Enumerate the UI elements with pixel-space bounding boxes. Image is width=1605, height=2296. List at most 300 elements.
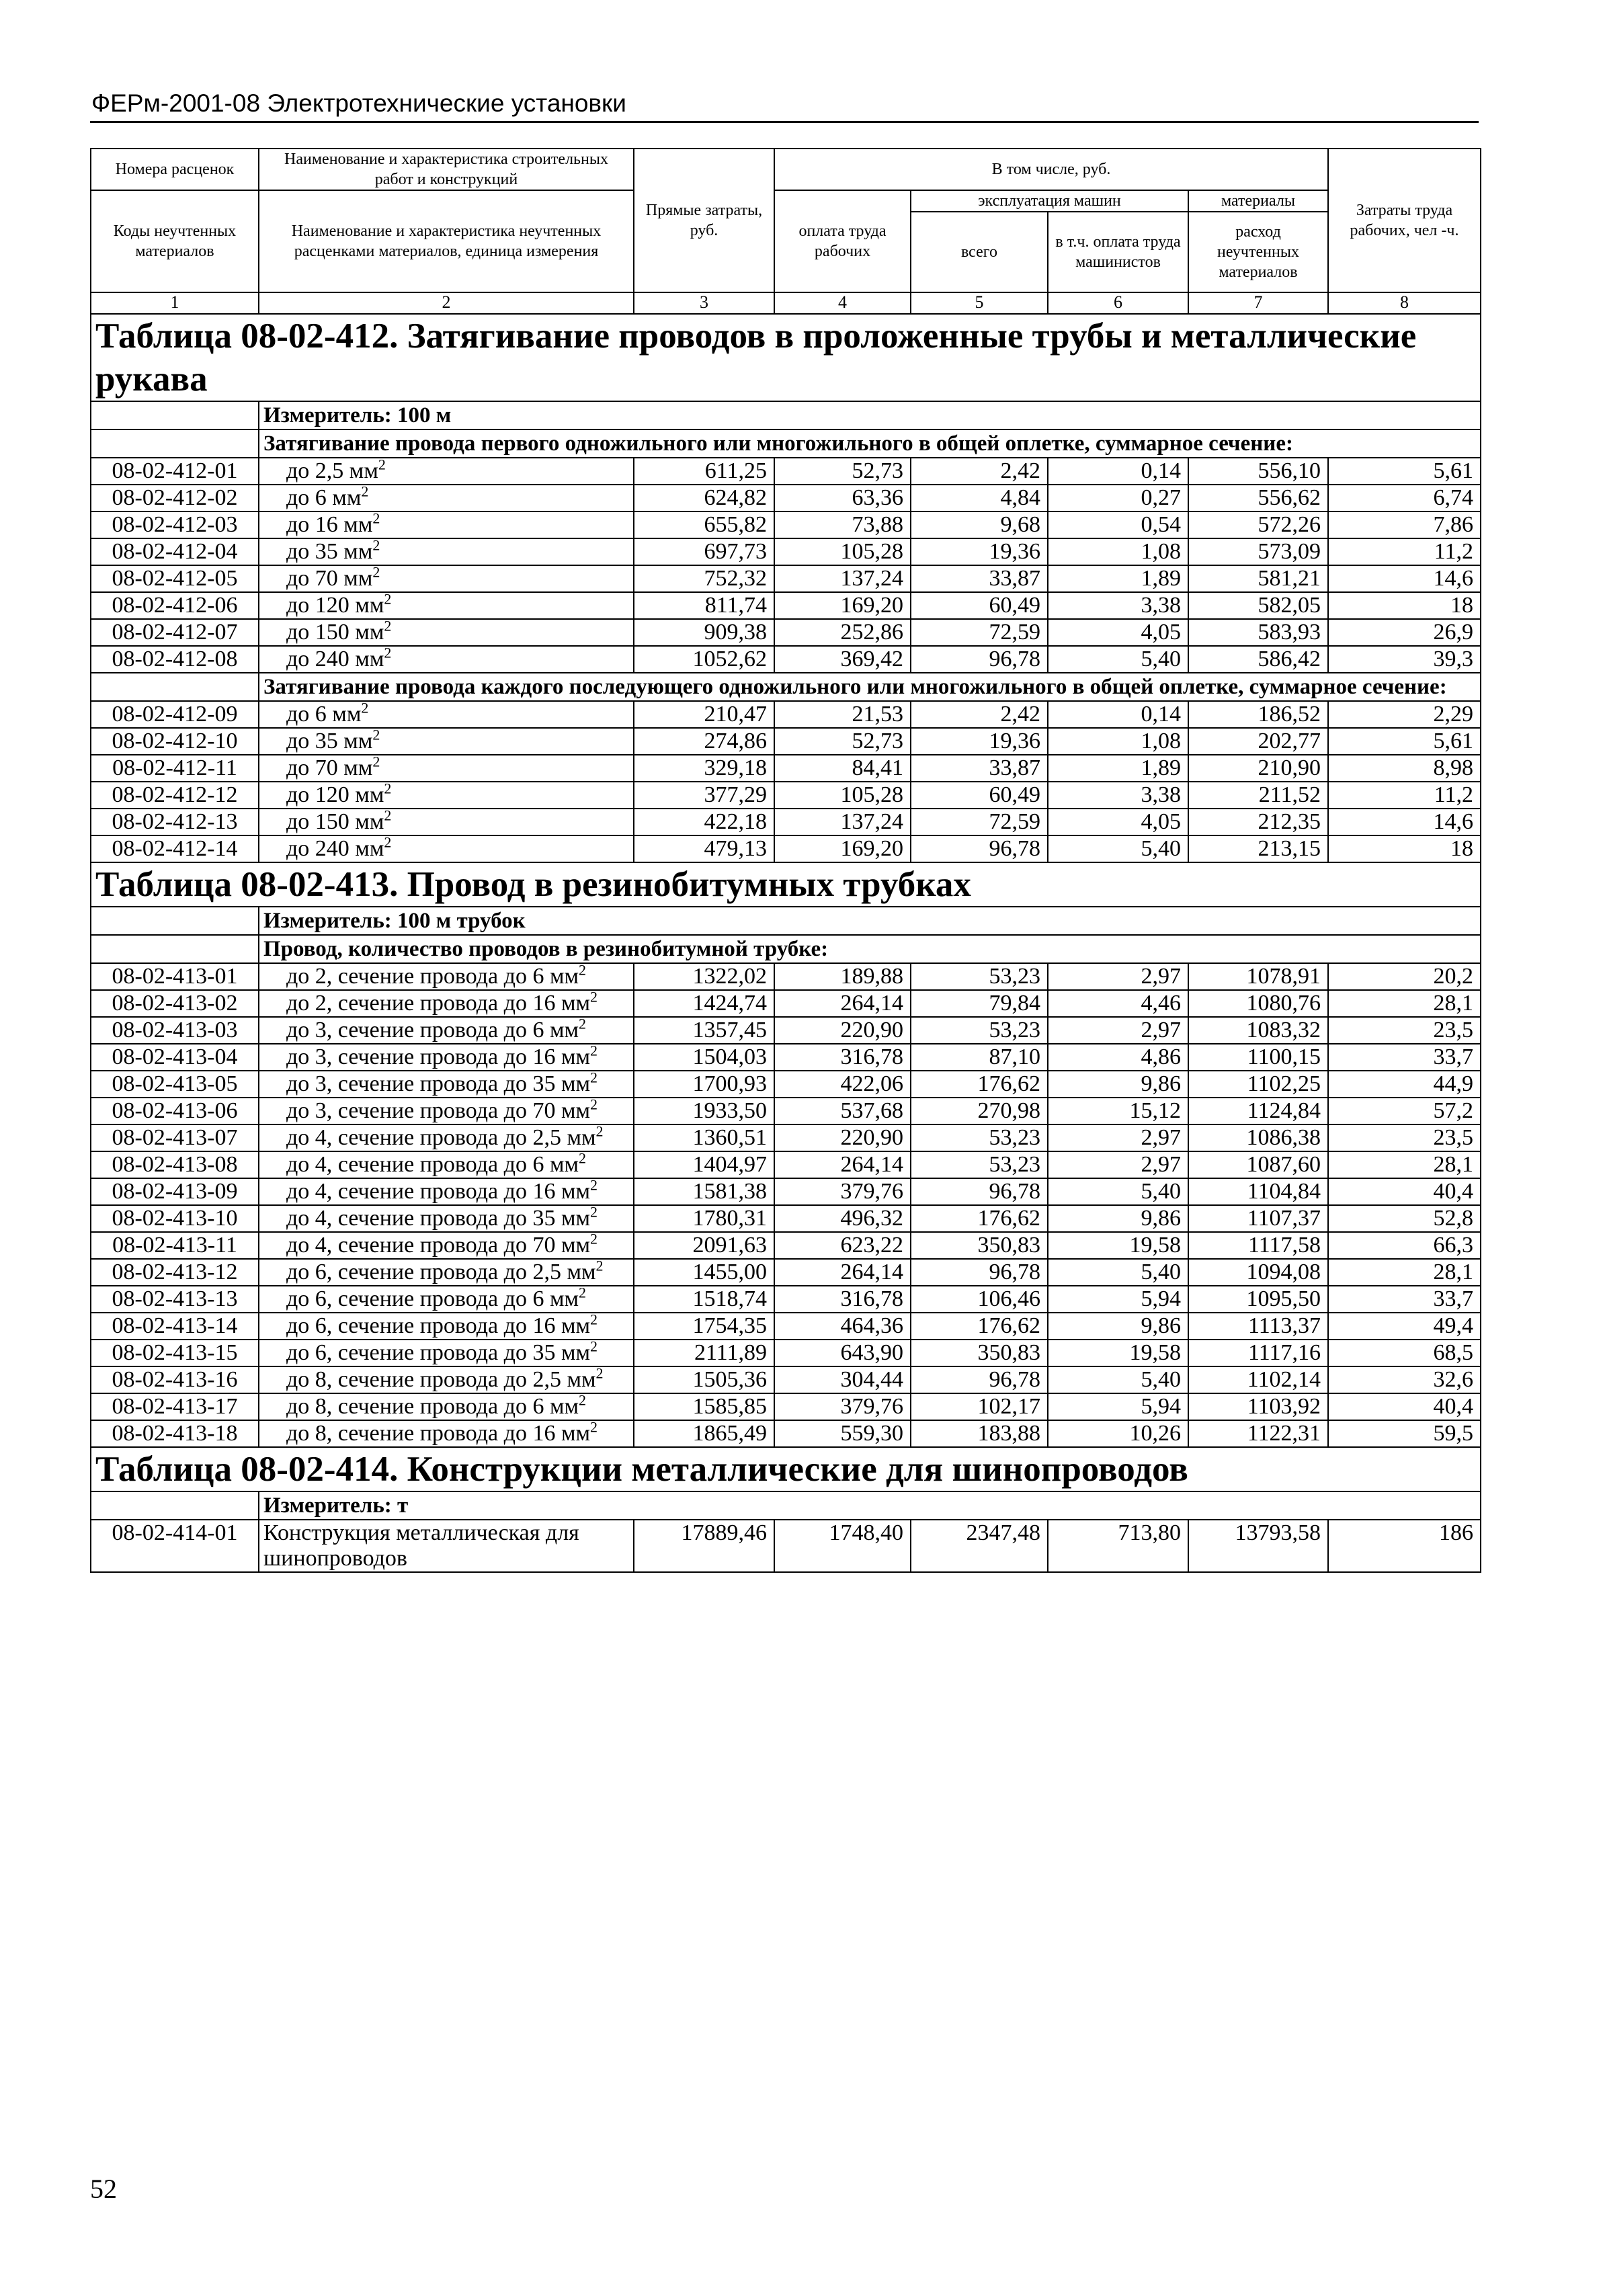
labor-hours [1328,1340,1481,1366]
table-row [91,701,1481,728]
cell-text: 1113,37 [1248,1313,1321,1338]
labor-hours [1328,1044,1481,1071]
cell-text: 08-02-413-04 [112,1044,238,1069]
cell-text: 1360,51 [692,1125,767,1150]
cell-text: 752,32 [704,566,767,591]
cell-text: 08-02-413-10 [112,1206,238,1231]
description [259,1232,634,1259]
cell-text: до 70 мм [286,755,373,780]
cell-text: до 6, сечение провода до 6 мм [286,1286,579,1311]
cell-text: 14,6 [1433,566,1473,591]
labor-pay [774,1205,911,1232]
labor-pay [774,511,911,538]
operator-pay [1048,1205,1188,1232]
cell-text: 304,44 [840,1367,903,1392]
cell-text: 08-02-412-01 [112,458,238,483]
direct-cost [634,1205,774,1232]
operator-pay [1048,1393,1188,1420]
cell-text: 44,9 [1433,1071,1473,1096]
rate-code [91,485,259,511]
labor-hours [1328,646,1481,673]
materials [1188,1178,1328,1205]
cell-text: 186 [1439,1520,1473,1545]
direct-cost [634,565,774,592]
cell-text: 33,87 [989,755,1040,780]
cell-text: 2347,48 [966,1520,1040,1545]
cell-text: 26,9 [1433,620,1473,645]
direct-cost [634,592,774,619]
materials [1188,1259,1328,1286]
cell-text: 106,46 [977,1286,1040,1311]
cell-text: 1780,31 [692,1206,767,1231]
direct-cost [634,1232,774,1259]
labor-pay [774,782,911,809]
labor-hours [1328,835,1481,862]
cell-text: до 8, сечение провода до 2,5 мм [286,1367,596,1392]
cell-text: 1700,93 [692,1071,767,1096]
direct-cost [634,619,774,646]
cell-text: до 3, сечение провода до 35 мм [286,1071,590,1096]
direct-cost [634,782,774,809]
materials [1188,809,1328,835]
cell-text: 5,40 [1141,836,1181,861]
cell-text: 202,77 [1258,729,1321,753]
cell-text: 2111,89 [694,1340,767,1365]
cell-text: 21,53 [852,702,903,727]
cell-text: 11,2 [1434,539,1473,564]
cell-text: 19,36 [989,539,1040,564]
description [259,1151,634,1178]
direct-cost [634,963,774,990]
materials [1188,1044,1328,1071]
direct-cost [634,728,774,755]
labor-pay [774,1017,911,1044]
superscript-2: 2 [384,807,392,824]
materials [1188,565,1328,592]
table-row [91,1286,1481,1313]
direct-cost [634,1259,774,1286]
superscript-2: 2 [361,699,369,716]
cell-text: 4,84 [1000,485,1040,510]
description [259,538,634,565]
cell-text: 08-02-412-13 [112,809,238,834]
cell-text: 479,13 [704,836,767,861]
cell-text: 586,42 [1258,647,1321,671]
group-label: Затягивание провода каждого последующего одножильного или многожильного в общей оплетке, суммарное сечение: [259,673,1481,701]
cell-text: 5,40 [1141,1179,1181,1204]
cell-text: до 6 мм [286,702,362,727]
machine-total [911,835,1048,862]
cell-text: 08-02-413-02 [112,991,238,1016]
machine-total [911,1340,1048,1366]
cell-text: 33,7 [1433,1286,1473,1311]
cell-text: 169,20 [840,836,903,861]
direct-cost [634,1017,774,1044]
cell-text: 2,42 [1000,458,1040,483]
rate-code [91,963,259,990]
col-num-1: 1 [91,292,259,314]
rate-code [91,1393,259,1420]
materials [1188,782,1328,809]
cell-text: до 3, сечение провода до 70 мм [286,1098,590,1123]
table-row [91,485,1481,511]
col-num-2: 2 [259,292,634,314]
labor-pay [774,1366,911,1393]
rate-code [91,990,259,1017]
labor-pay [774,1420,911,1447]
cell-text: до 8, сечение провода до 6 мм [286,1394,579,1419]
table-row [91,1151,1481,1178]
materials [1188,538,1328,565]
labor-hours [1328,619,1481,646]
cell-text: 2,97 [1141,1018,1181,1042]
description [259,1393,634,1420]
superscript-2: 2 [578,1015,586,1032]
cell-text: 08-02-412-05 [112,566,238,591]
cell-text: 559,30 [840,1421,903,1446]
cell-text: 581,21 [1258,566,1321,591]
operator-pay [1048,782,1188,809]
labor-hours [1328,1286,1481,1313]
cell-text: 72,59 [989,620,1040,645]
cell-text: до 4, сечение провода до 35 мм [286,1206,590,1231]
group-label: Затягивание провода первого одножильного или многожильного в общей оплетке, суммарное сечение: [259,429,1481,458]
operator-pay [1048,646,1188,673]
col-labor-pay: оплата труда рабочих [774,190,911,292]
cell-text: 137,24 [840,566,903,591]
cell-text: до 2, сечение провода до 16 мм [286,991,590,1016]
cell-text: 08-02-413-06 [112,1098,238,1123]
description [259,1313,634,1340]
meter-label: Измеритель: 100 м трубок [259,907,1481,935]
col-direct-costs: Прямые затраты, руб. [634,149,774,292]
labor-hours [1328,1205,1481,1232]
group-row [91,429,1481,458]
cell-text: 32,6 [1433,1367,1473,1392]
labor-hours [1328,1232,1481,1259]
cell-text: до 3, сечение провода до 16 мм [286,1044,590,1069]
machine-total [911,755,1048,782]
cell-text: 176,62 [977,1071,1040,1096]
description [259,1366,634,1393]
cell-text: 623,22 [840,1233,903,1258]
rate-code [91,755,259,782]
superscript-2: 2 [595,1257,604,1274]
direct-cost [634,835,774,862]
cell-text: 537,68 [840,1098,903,1123]
cell-text: 5,40 [1141,1260,1181,1284]
cell-text: 1103,92 [1247,1394,1321,1419]
cell-text: 1100,15 [1247,1044,1321,1069]
labor-hours [1328,1178,1481,1205]
cell-text: 49,4 [1433,1313,1473,1338]
table-row [91,1098,1481,1124]
cell-text: 1104,84 [1247,1179,1321,1204]
superscript-2: 2 [589,1042,598,1059]
labor-hours [1328,1366,1481,1393]
table-title: Таблица 08-02-412. Затягивание проводов в проложенные трубы и металлические рукава [91,314,1481,401]
cell-text: 18 [1450,593,1473,618]
labor-hours [1328,458,1481,485]
col-num-7: 7 [1188,292,1328,314]
cell-text: 1,89 [1141,566,1181,591]
labor-pay [774,701,911,728]
labor-hours [1328,963,1481,990]
cell-text: 1080,76 [1246,991,1321,1016]
machine-total [911,701,1048,728]
operator-pay [1048,728,1188,755]
superscript-2: 2 [372,726,380,743]
labor-pay [774,1044,911,1071]
direct-cost [634,1420,774,1447]
cell-text: 2091,63 [692,1233,767,1258]
direct-cost [634,1151,774,1178]
cell-text: 08-02-413-18 [112,1421,238,1446]
rate-code [91,619,259,646]
labor-pay [774,963,911,990]
machine-total [911,1393,1048,1420]
col-labor-costs: Затраты труда рабочих, чел -ч. [1328,149,1481,292]
machine-total [911,1286,1048,1313]
labor-pay [774,592,911,619]
cell-text: 53,23 [989,1152,1040,1177]
machine-total [911,809,1048,835]
rate-code [91,1313,259,1340]
machine-total [911,1044,1048,1071]
meter-blank [91,907,259,935]
cell-text: 11,2 [1434,782,1473,807]
cell-text: 1455,00 [692,1260,767,1284]
labor-hours [1328,1393,1481,1420]
cell-text: 0,14 [1141,702,1181,727]
cell-text: 08-02-412-03 [112,512,238,537]
cell-text: 220,90 [840,1018,903,1042]
col-name-unaccounted: Наименование и характеристика неучтенных расценками материалов, единица измерения [259,190,634,292]
machine-total [911,782,1048,809]
description [259,782,634,809]
materials [1188,1286,1328,1313]
superscript-2: 2 [384,590,392,608]
direct-cost [634,1098,774,1124]
operator-pay [1048,1520,1188,1572]
cell-text: 2,97 [1141,1125,1181,1150]
cell-text: 40,4 [1433,1394,1473,1419]
superscript-2: 2 [589,1176,598,1194]
cell-text: 19,36 [989,729,1040,753]
cell-text: до 6, сечение провода до 16 мм [286,1313,590,1338]
direct-cost [634,1124,774,1151]
group-blank [91,429,259,458]
machine-total [911,1313,1048,1340]
cell-text: 350,83 [977,1233,1040,1258]
cell-text: 1122,31 [1247,1421,1321,1446]
labor-pay [774,1340,911,1366]
cell-text: до 240 мм [286,836,384,861]
materials [1188,990,1328,1017]
cell-text: 1865,49 [692,1421,767,1446]
cell-text: 96,78 [989,836,1040,861]
labor-hours [1328,538,1481,565]
col-num-8: 8 [1328,292,1481,314]
cell-text: 96,78 [989,1179,1040,1204]
cell-text: 96,78 [989,1260,1040,1284]
table-title: Таблица 08-02-414. Конструкции металлические для шинопроводов [91,1447,1481,1491]
cell-text: 105,28 [840,539,903,564]
labor-pay [774,1520,911,1572]
labor-pay [774,1259,911,1286]
rate-code [91,1098,259,1124]
description [259,1044,634,1071]
cell-text: 9,68 [1000,512,1040,537]
superscript-2: 2 [372,536,380,554]
labor-hours [1328,1420,1481,1447]
cell-text: 1357,45 [692,1018,767,1042]
materials [1188,835,1328,862]
superscript-2: 2 [589,988,598,1006]
labor-hours [1328,1017,1481,1044]
cell-text: 189,88 [840,964,903,989]
cell-text: Конструкция металлическая для шинопроводов [263,1520,579,1571]
labor-pay [774,755,911,782]
description [259,1098,634,1124]
col-name-char: Наименование и характеристика строительных работ и конструкций [259,149,634,190]
cell-text: 39,3 [1433,647,1473,671]
superscript-2: 2 [372,563,380,581]
cell-text: 19,58 [1129,1340,1181,1365]
cell-text: 23,5 [1433,1018,1473,1042]
col-total: всего [911,212,1048,292]
superscript-2: 2 [384,617,392,634]
cell-text: до 4, сечение провода до 2,5 мм [286,1125,596,1150]
table-title-row [91,1447,1481,1491]
labor-hours [1328,1124,1481,1151]
operator-pay [1048,963,1188,990]
cell-text: 379,76 [840,1179,903,1204]
cell-text: 08-02-412-04 [112,539,238,564]
cell-text: 1,08 [1141,729,1181,753]
col-machine-ops: эксплуатация машин [911,190,1188,212]
direct-cost [634,511,774,538]
cell-text: 08-02-412-07 [112,620,238,645]
cell-text: 1,08 [1141,539,1181,564]
machine-total [911,728,1048,755]
labor-pay [774,458,911,485]
cell-text: 316,78 [840,1286,903,1311]
rate-code [91,458,259,485]
cell-text: 5,61 [1433,729,1473,753]
description [259,511,634,538]
table-row [91,1124,1481,1151]
cell-text: 28,1 [1433,1260,1473,1284]
machine-total [911,592,1048,619]
cell-text: 4,05 [1141,809,1181,834]
cell-text: 211,52 [1258,782,1321,807]
direct-cost [634,1044,774,1071]
materials [1188,963,1328,990]
table-row [91,511,1481,538]
cell-text: 1518,74 [692,1286,767,1311]
machine-total [911,565,1048,592]
cell-text: 19,58 [1129,1233,1181,1258]
cell-text: 87,10 [989,1044,1040,1069]
machine-total [911,458,1048,485]
description [259,1286,634,1313]
cell-text: 643,90 [840,1340,903,1365]
cell-text: до 150 мм [286,620,384,645]
table-row [91,1178,1481,1205]
group-label: Провод, количество проводов в резинобитумной трубке: [259,935,1481,963]
cell-text: 137,24 [840,809,903,834]
rate-code [91,1071,259,1098]
cell-text: до 240 мм [286,647,384,671]
cell-text: 1102,14 [1247,1367,1321,1392]
direct-cost [634,485,774,511]
table-row [91,1420,1481,1447]
operator-pay [1048,538,1188,565]
table-row [91,809,1481,835]
rate-code [91,1044,259,1071]
cell-text: 4,46 [1141,991,1181,1016]
description [259,1340,634,1366]
cell-text: 3,38 [1141,593,1181,618]
table-title-row [91,862,1481,907]
cell-text: 556,10 [1258,458,1321,483]
superscript-2: 2 [361,483,369,500]
operator-pay [1048,1286,1188,1313]
operator-pay [1048,1340,1188,1366]
direct-cost [634,1313,774,1340]
table-row [91,619,1481,646]
table-row [91,565,1481,592]
materials [1188,511,1328,538]
operator-pay [1048,809,1188,835]
cell-text: 1754,35 [692,1313,767,1338]
description [259,1071,634,1098]
cell-text: 40,4 [1433,1179,1473,1204]
labor-pay [774,1124,911,1151]
operator-pay [1048,458,1188,485]
cell-text: 08-02-412-10 [112,729,238,753]
machine-total [911,1071,1048,1098]
cell-text: 33,87 [989,566,1040,591]
operator-pay [1048,1098,1188,1124]
machine-total [911,1232,1048,1259]
materials [1188,1232,1328,1259]
machine-total [911,1259,1048,1286]
meter-row [91,1491,1481,1520]
materials [1188,728,1328,755]
cell-text: 10,26 [1129,1421,1181,1446]
operator-pay [1048,1071,1188,1098]
cell-text: 08-02-412-12 [112,782,238,807]
cell-text: 96,78 [989,647,1040,671]
operator-pay [1048,1124,1188,1151]
labor-pay [774,1098,911,1124]
cell-text: 5,94 [1141,1286,1181,1311]
operator-pay [1048,1259,1188,1286]
cell-text: 176,62 [977,1313,1040,1338]
cell-text: 1078,91 [1246,964,1321,989]
cell-text: 15,12 [1129,1098,1181,1123]
table-row [91,963,1481,990]
cell-text: 17889,46 [681,1520,767,1545]
superscript-2: 2 [595,1122,604,1140]
cell-text: 1086,38 [1246,1125,1321,1150]
superscript-2: 2 [589,1069,598,1086]
cell-text: 2,42 [1000,702,1040,727]
labor-pay [774,1071,911,1098]
labor-pay [774,1313,911,1340]
